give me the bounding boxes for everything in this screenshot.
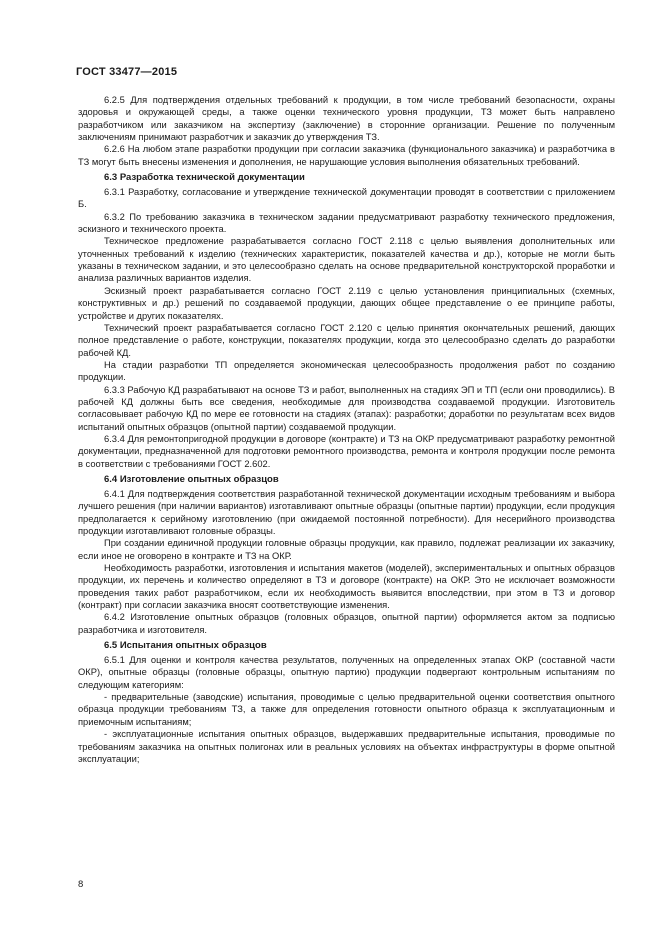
paragraph: Эскизный проект разрабатывается согласно ГОСТ 2.119 с целью установления принципиальных (схемных, конструктивных и др.) решений по создаваемой продукции, дающих общее представление о ее принципе работы, устройстве и других показателях. xyxy=(78,285,615,321)
paragraph: 6.2.6 На любом этапе разработки продукции при согласии заказчика (функционального заказчика) и разработчика в ТЗ могут быть внесены изменения и дополнения, не нарушающие условия выполнения обязательных требований. xyxy=(78,144,615,167)
paragraph: Техническое предложение разрабатывается согласно ГОСТ 2.118 с целью выявления дополнительных или уточненных требований к изделию (технических характеристик, показателей качества и др.), которые не могли быть указаны в техническом задании, и это целесообразно сделать на основе предварительной конструкторской проработки и анализа различных вариантов изделия. xyxy=(78,236,615,284)
section-heading: 6.3 Разработка технической документации xyxy=(104,172,305,184)
paragraph: 6.2.5 Для подтверждения отдельных требований к продукции, в том числе требований безопасности, охраны здоровья и окружающей среды, а также оценки технического уровня продукции, ТЗ может быть направлено разработчиком или заказчиком на экспертизу (заключение) в сторонние организации. Решение по полученным заключениям принимают разработчик и заказчик до утверждения ТЗ. xyxy=(78,95,615,143)
paragraph: 6.3.1 Разработку, согласование и утверждение технической документации проводят в соответствии с приложением Б. xyxy=(78,187,615,210)
standard-header: ГОСТ 33477—2015 xyxy=(76,66,178,78)
paragraph: - эксплуатационные испытания опытных образцов, выдержавших предварительные испытания, проводимые по требованиям заказчика на опытных полигонах или в реальных условиях на объектах инфраструктуры в форме опытной эксплуатации; xyxy=(78,729,615,764)
section-heading: 6.4 Изготовление опытных образцов xyxy=(104,473,279,485)
paragraph: 6.4.2 Изготовление опытных образцов (головных образцов, опытной партии) оформляется актом за подписью разработчика и изготовителя. xyxy=(78,612,615,635)
paragraph: 6.3.2 По требованию заказчика в техническом задании предусматривают разработку технического предложения, эскизного и технического проекта. xyxy=(78,211,615,235)
section-heading: 6.5 Испытания опытных образцов xyxy=(104,640,267,652)
paragraph: На стадии разработки ТП определяется экономическая целесообразность продолжения работ по созданию продукции. xyxy=(78,359,615,383)
paragraph: Необходимость разработки, изготовления и испытания макетов (моделей), экспериментальных и опытных образцов продукции, их перечень и количество определяют в ТЗ и договоре (контракте) на ОКР. Это не исключает возможности проведения таких работ разработчиком, если их необходимость выявится впоследствии, при этом в ТЗ и договор (контракт) при согласии заказчика вносят соответствующие изменения. xyxy=(78,563,615,611)
paragraph: 6.3.3 Рабочую КД разрабатывают на основе ТЗ и работ, выполненных на стадиях ЭП и ТП (если они проводились). В рабочей КД должны быть все сведения, необходимые для производства создаваемой продукции. Изготовитель согласовывает рабочую КД по мере ее готовности на стадиях (этапах): разработки; доработки по результатам всех видов испытаний опытных образцов (опытной партии) создаваемой продукции. xyxy=(78,384,615,432)
paragraph: - предварительные (заводские) испытания, проводимые с целью предварительной оценки соответствия опытного образца продукции требованиям ТЗ, а также для определения готовности опытного образца к эксплуатационным и приемочным испытаниям; xyxy=(78,692,615,727)
paragraph: 6.3.4 Для ремонтопригодной продукции в договоре (контракте) и ТЗ на ОКР предусматривают разработку ремонтной документации, предназначенной для подготовки ремонтного производства, ремонта и контроля продукции после ремонта в соответствии с требованиями ГОСТ 2.602. xyxy=(78,433,615,469)
page-number: 8 xyxy=(78,879,84,890)
paragraph: При создании единичной продукции головные образцы продукции, как правило, подлежат реализации их заказчику, если иное не оговорено в контракте и ТЗ на ОКР. xyxy=(78,538,615,561)
paragraph: 6.5.1 Для оценки и контроля качества результатов, полученных на определенных этапах ОКР (составной части ОКР), опытные образцы (головные образцы, опытную партию) продукции подвергают контрольным испытаниям по следующим категориям: xyxy=(78,655,615,690)
paragraph: 6.4.1 Для подтверждения соответствия разработанной технической документации исходным требованиям и выбора лучшего решения (при наличии вариантов) изготавливают опытные образцы (опытные партии) продукции, если продукция предполагается к серийному изготовлению (при ожидаемой постоянной потребности). Для несерийного производства продукции изготавливают головные образцы. xyxy=(78,488,615,536)
document-body xyxy=(78,94,615,765)
paragraph: Технический проект разрабатывается согласно ГОСТ 2.120 с целью принятия окончательных решений, дающих полное представление о работе, конструкции, показателях продукции, когда это целесообразно сделать до разработки рабочей КД. xyxy=(78,322,615,358)
